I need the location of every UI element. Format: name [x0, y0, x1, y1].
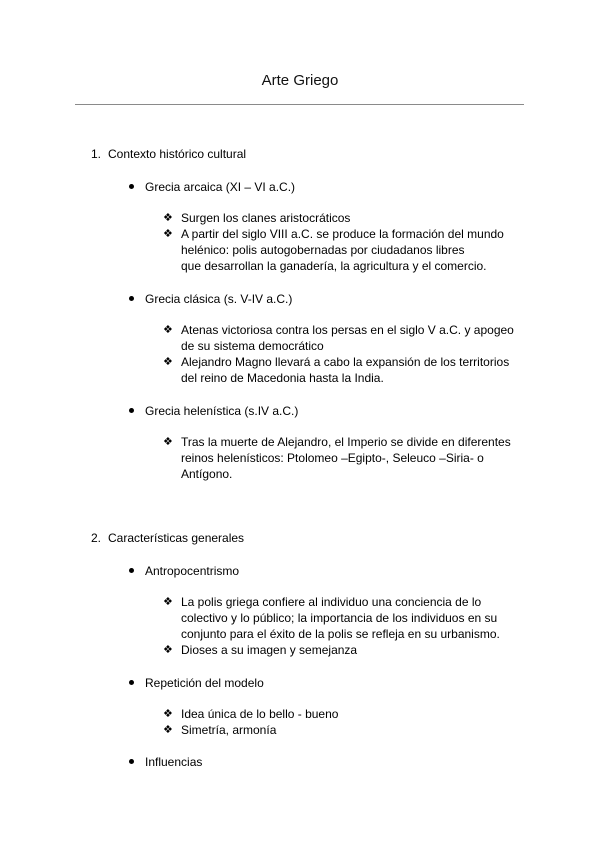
diamond-bullet-icon: ❖: [163, 211, 173, 224]
sub-list-item-continued: de su sistema democrático: [181, 339, 324, 353]
sub-list-item: Surgen los clanes aristocráticos: [181, 211, 351, 225]
bullet-dot-icon: [129, 680, 134, 685]
section-heading: Contexto histórico cultural: [108, 147, 247, 161]
bullet-dot-icon: [129, 759, 134, 764]
list-item: Influencias: [145, 755, 203, 769]
diamond-bullet-icon: ❖: [163, 227, 173, 240]
sub-list-item: Simetría, armonía: [181, 723, 277, 737]
title-divider: [75, 104, 524, 105]
sub-list-item-continued: del reino de Macedonia hasta la India.: [181, 371, 384, 385]
sub-list-item-continued: conjunto para el éxito de la polis se refleja en su urbanismo.: [181, 627, 500, 641]
diamond-bullet-icon: ❖: [163, 323, 173, 336]
sub-list-item-continued: que desarrollan la ganadería, la agricultura y el comercio.: [181, 259, 487, 273]
diamond-bullet-icon: ❖: [163, 355, 173, 368]
sub-list-item: Alejandro Magno llevará a cabo la expansión de los territorios: [181, 355, 510, 369]
diamond-bullet-icon: ❖: [163, 707, 173, 720]
sub-list-item: Tras la muerte de Alejandro, el Imperio se divide en diferentes: [181, 435, 511, 449]
diamond-bullet-icon: ❖: [163, 643, 173, 656]
bullet-dot-icon: [129, 184, 134, 189]
page-title: Arte Griego: [261, 72, 339, 89]
list-item: Repetición del modelo: [145, 676, 264, 690]
sub-list-item-continued: reinos helenísticos: Ptolomeo –Egipto-, Seleuco –Siria- o: [181, 451, 484, 465]
bullet-dot-icon: [129, 296, 134, 301]
bullet-dot-icon: [129, 408, 134, 413]
sub-list-item-continued: helénico: polis autogobernadas por ciudadanos libres: [181, 243, 465, 257]
section-number: 2.: [91, 531, 102, 545]
list-item: Grecia helenística (s.IV a.C.): [145, 404, 299, 418]
sub-list-item: La polis griega confiere al individuo una conciencia de lo: [181, 595, 482, 609]
sub-list-item: A partir del siglo VIII a.C. se produce la formación del mundo: [181, 227, 504, 241]
sub-list-item-continued: colectivo y lo público; la importancia de los individuos en su: [181, 611, 498, 625]
list-item: Antropocentrismo: [145, 564, 240, 578]
diamond-bullet-icon: ❖: [163, 723, 173, 736]
bullet-dot-icon: [129, 568, 134, 573]
sub-list-item: Dioses a su imagen y semejanza: [181, 643, 358, 657]
sub-list-item: Atenas victoriosa contra los persas en el siglo V a.C. y apogeo: [181, 323, 514, 337]
section-number: 1.: [91, 147, 102, 161]
list-item: Grecia arcaica (XI – VI a.C.): [145, 180, 296, 194]
diamond-bullet-icon: ❖: [163, 435, 173, 448]
diamond-bullet-icon: ❖: [163, 595, 173, 608]
section-heading: Características generales: [108, 531, 245, 545]
sub-list-item: Idea única de lo bello - bueno: [181, 707, 339, 721]
list-item: Grecia clásica (s. V-IV a.C.): [145, 292, 293, 306]
sub-list-item-continued: Antígono.: [181, 467, 233, 481]
